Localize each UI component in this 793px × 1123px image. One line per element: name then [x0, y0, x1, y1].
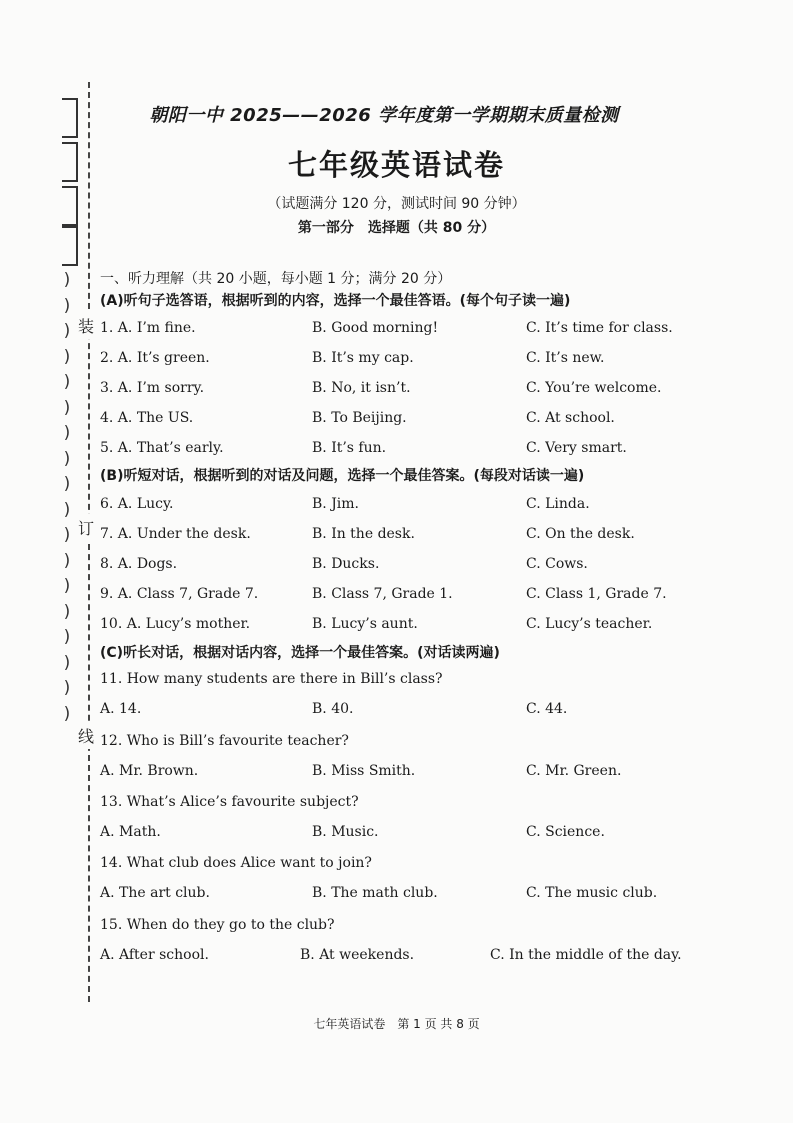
option-a: 10. A. Lucy’s mother. [100, 616, 251, 632]
question-row [100, 556, 700, 576]
question-row [100, 763, 700, 783]
question-stem: 13. What’s Alice’s favourite subject? [100, 794, 359, 810]
question-row [100, 410, 700, 430]
binding-char-xian: 线 [78, 722, 94, 749]
option-c: C. Cows. [526, 556, 588, 572]
option-b: B. Music. [312, 824, 379, 840]
option-c: C. The music club. [526, 885, 658, 901]
school-title: 朝阳一中 2025——2026 学年度第一学期期末质量检测 [149, 105, 619, 126]
option-b: B. It’s my cap. [312, 350, 414, 366]
option-a: A. Mr. Brown. [100, 763, 199, 779]
question-row [100, 320, 700, 340]
question-stem: 12. Who is Bill’s favourite teacher? [100, 733, 349, 749]
option-a: A. The art club. [100, 885, 210, 901]
option-c: C. You’re welcome. [526, 380, 662, 396]
option-a: 3. A. I’m sorry. [100, 380, 205, 396]
question-stem: 11. How many students are there in Bill’s class? [100, 671, 443, 687]
answer-parens: ) ) ) ) ) ) ) ) ) ) ) ) ) ) ) ) ) ) [63, 270, 71, 724]
part-c-title: (C)听长对话，根据对话内容，选择一个最佳答案。(对话读两遍) [100, 645, 500, 661]
option-b: B. 40. [312, 701, 354, 717]
question-row [100, 586, 700, 606]
option-c: C. On the desk. [526, 526, 635, 542]
question-stem: 15. When do they go to the club? [100, 917, 335, 933]
binding-char-ding: 订 [78, 514, 94, 541]
option-c: C. Class 1, Grade 7. [526, 586, 667, 602]
option-b: B. In the desk. [312, 526, 415, 542]
option-b: B. Miss Smith. [312, 763, 416, 779]
option-c: C. At school. [526, 410, 615, 426]
exam-note: （试题满分 120 分，测试时间 90 分钟） [267, 196, 526, 212]
option-c: C. Mr. Green. [526, 763, 622, 779]
option-c: C. Very smart. [526, 440, 627, 456]
question-row [100, 701, 700, 721]
option-b: B. Lucy’s aunt. [312, 616, 418, 632]
option-b: B. The math club. [312, 885, 438, 901]
option-a: A. 14. [100, 701, 142, 717]
part-title: 第一部分 选择题（共 80 分） [297, 220, 496, 236]
option-b: B. At weekends. [300, 947, 415, 963]
part-a-title: (A)听句子选答语，根据听到的内容，选择一个最佳答语。(每个句子读一遍) [100, 293, 571, 309]
question-row [100, 616, 700, 636]
option-b: B. Jim. [312, 496, 360, 512]
option-b: B. Class 7, Grade 1. [312, 586, 453, 602]
option-b: B. Good morning! [312, 320, 439, 336]
question-row [100, 824, 700, 844]
question-row [100, 526, 700, 546]
option-b: B. It’s fun. [312, 440, 387, 456]
option-c: C. Linda. [526, 496, 590, 512]
question-row [100, 440, 700, 460]
option-a: 6. A. Lucy. [100, 496, 174, 512]
option-c: C. In the middle of the day. [490, 947, 682, 963]
option-c: C. It’s new. [526, 350, 605, 366]
option-a: 5. A. That’s early. [100, 440, 224, 456]
option-b: B. No, it isn’t. [312, 380, 411, 396]
question-row [100, 350, 700, 370]
option-a: A. Math. [100, 824, 161, 840]
option-a: 9. A. Class 7, Grade 7. [100, 586, 259, 602]
question-row [100, 496, 700, 516]
option-c: C. Science. [526, 824, 605, 840]
option-a: 4. A. The US. [100, 410, 194, 426]
question-row [100, 885, 700, 905]
option-a: A. After school. [100, 947, 209, 963]
binding-char-zhuang: 装 [78, 312, 94, 339]
option-a: 8. A. Dogs. [100, 556, 178, 572]
option-c: C. It’s time for class. [526, 320, 673, 336]
option-a: 7. A. Under the desk. [100, 526, 251, 542]
part-b-title: (B)听短对话，根据听到的对话及问题，选择一个最佳答案。(每段对话读一遍) [100, 468, 585, 484]
page-footer: 七年英语试卷 第 1 页 共 8 页 [313, 1017, 480, 1031]
option-c: C. Lucy’s teacher. [526, 616, 653, 632]
info-blank [62, 98, 78, 138]
section-title: 一、听力理解（共 20 小题，每小题 1 分；满分 20 分） [100, 271, 452, 287]
question-row [100, 380, 700, 400]
option-c: C. 44. [526, 701, 568, 717]
option-a: 1. A. I’m fine. [100, 320, 196, 336]
question-row [100, 947, 700, 967]
option-b: B. Ducks. [312, 556, 380, 572]
option-b: B. To Beijing. [312, 410, 407, 426]
exam-title: 七年级英语试卷 [287, 148, 505, 182]
question-stem: 14. What club does Alice want to join? [100, 855, 372, 871]
option-a: 2. A. It’s green. [100, 350, 210, 366]
